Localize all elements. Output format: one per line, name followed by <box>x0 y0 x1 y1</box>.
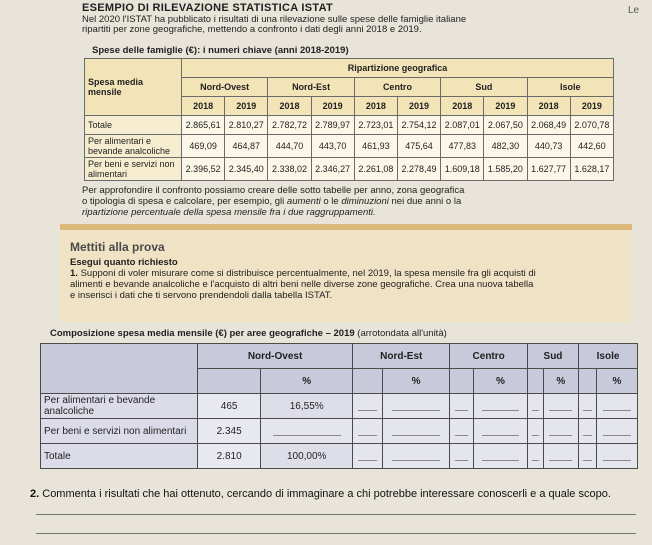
exercise-line-3: e inserisci i dati che ti servono prendendoli dalla tabella ISTAT. <box>70 290 333 301</box>
zone-header: Sud <box>441 78 527 97</box>
table-cell: 2.754,12 <box>397 116 440 135</box>
blank-cell[interactable] <box>579 419 597 444</box>
year-header: 2019 <box>311 97 354 116</box>
blank-cell[interactable] <box>353 419 383 444</box>
pct-col-header: % <box>597 369 638 394</box>
table-cell: 1.609,18 <box>441 158 484 181</box>
pct-cell: 16,55% <box>261 394 353 419</box>
table-cell: 469,09 <box>182 135 225 158</box>
paragraph-text: o tipologia di spesa e calcolare, per esempio, gli <box>82 196 287 207</box>
table-cell: 2.396,52 <box>182 158 225 181</box>
paragraph-line-1: Per approfondire il confronto possiamo creare delle sotto tabelle per anno, zona geografica <box>82 185 465 196</box>
blank-cell[interactable] <box>543 444 579 469</box>
question-2 <box>30 488 611 500</box>
table-cell: 444,70 <box>268 135 311 158</box>
table-cell: 2.070,78 <box>570 116 613 135</box>
table-row <box>85 135 614 158</box>
table-cell: 475,64 <box>397 135 440 158</box>
value-col-header <box>527 369 543 394</box>
row-header: Spesa media mensile <box>85 59 182 116</box>
paragraph-line-3: ripartizione percentuale della spesa mensile fra i due raggruppamenti. <box>82 207 376 218</box>
year-header: 2019 <box>397 97 440 116</box>
zone-header: Sud <box>527 344 578 369</box>
table-cell: 2.261,08 <box>354 158 397 181</box>
exercise-title: Mettiti alla prova <box>70 240 165 254</box>
zone-header: Centro <box>354 78 440 97</box>
row-label: Totale <box>85 116 182 135</box>
blank-cell[interactable] <box>543 419 579 444</box>
pct-col-header: % <box>382 369 450 394</box>
table-cell: 1.585,20 <box>484 158 527 181</box>
intro-text <box>82 15 582 35</box>
table2-title <box>50 328 447 339</box>
blank-cell[interactable] <box>382 444 450 469</box>
year-header: 2019 <box>484 97 527 116</box>
composition-table <box>40 343 638 469</box>
table-cell: 477,83 <box>441 135 484 158</box>
blank-cell[interactable] <box>597 419 638 444</box>
section-title: ESEMPIO DI RILEVAZIONE STATISTICA ISTAT <box>82 2 334 14</box>
value-col-header <box>579 369 597 394</box>
blank-cell[interactable] <box>261 419 353 444</box>
table-cell: 2.782,72 <box>268 116 311 135</box>
year-header: 2018 <box>354 97 397 116</box>
table2-title-bold: Composizione spesa media mensile (€) per aree geografiche – 2019 <box>50 328 355 339</box>
zone-header: Isole <box>579 344 638 369</box>
table-cell: 461,93 <box>354 135 397 158</box>
table-row <box>41 444 638 469</box>
paragraph-text: nei due anni o la <box>388 196 462 207</box>
table-cell: 482,30 <box>484 135 527 158</box>
table-cell: 2.865,61 <box>182 116 225 135</box>
blank-cell[interactable] <box>527 444 543 469</box>
table2-title-rest: (arrotondata all'unità) <box>354 328 447 339</box>
table-cell: 1.627,77 <box>527 158 570 181</box>
year-header: 2019 <box>570 97 613 116</box>
pct-col-header: % <box>261 369 353 394</box>
exercise-line-1 <box>70 268 630 279</box>
table-row <box>85 116 614 135</box>
paragraph-italic: diminuzioni <box>341 196 389 207</box>
paragraph-text: o le <box>320 196 342 207</box>
col-group-header: Ripartizione geografica <box>182 59 614 78</box>
pct-cell: 100,00% <box>261 444 353 469</box>
row-label: Per alimentari e bevande analcoliche <box>41 394 198 419</box>
blank-cell[interactable] <box>597 394 638 419</box>
table-cell: 2.346,27 <box>311 158 354 181</box>
table-row <box>41 394 638 419</box>
row-label: Per alimentari e bevande analcoliche <box>85 135 182 158</box>
year-header: 2018 <box>441 97 484 116</box>
blank-cell[interactable] <box>474 394 528 419</box>
table-cell: 464,87 <box>225 135 268 158</box>
blank-cell[interactable] <box>579 394 597 419</box>
table-cell: 440,73 <box>527 135 570 158</box>
corner-cell <box>41 344 198 394</box>
zone-header: Centro <box>450 344 528 369</box>
blank-cell[interactable] <box>474 419 528 444</box>
exercise-item-1 <box>70 268 630 301</box>
exercise-line-2: alimenti e bevande analcoliche e l'acquisto di altri beni nelle diverse zone geografiche. Crea una nuova tabella <box>70 279 534 290</box>
table-cell: 2.723,01 <box>354 116 397 135</box>
exercise-subtitle: Esegui quanto richiesto <box>70 257 178 268</box>
table-cell: 443,70 <box>311 135 354 158</box>
year-header: 2018 <box>268 97 311 116</box>
blank-cell[interactable] <box>353 394 383 419</box>
table-row <box>85 158 614 181</box>
value-cell: 2.345 <box>198 419 261 444</box>
table-cell: 2.067,50 <box>484 116 527 135</box>
istat-table <box>84 58 614 181</box>
table-cell: 2.278,49 <box>397 158 440 181</box>
year-header: 2018 <box>527 97 570 116</box>
blank-cell[interactable] <box>450 419 474 444</box>
explanation-paragraph <box>82 185 622 218</box>
table-cell: 2.087,01 <box>441 116 484 135</box>
row-label: Per beni e servizi non alimentari <box>41 419 198 444</box>
blank-cell[interactable] <box>579 444 597 469</box>
table-cell: 2.068,49 <box>527 116 570 135</box>
blank-cell[interactable] <box>543 394 579 419</box>
table-row <box>41 419 638 444</box>
item-number: 1. <box>70 268 78 279</box>
zone-header: Isole <box>527 78 614 97</box>
value-col-header <box>353 369 383 394</box>
answer-line[interactable] <box>36 533 636 534</box>
row-label: Totale <box>41 444 198 469</box>
year-header: 2019 <box>225 97 268 116</box>
value-col-header <box>198 369 261 394</box>
table-cell: 2.789,97 <box>311 116 354 135</box>
value-cell: 465 <box>198 394 261 419</box>
table1-title: Spese delle famiglie (€): i numeri chiave (anni 2018-2019) <box>92 45 349 56</box>
blank-cell[interactable] <box>353 444 383 469</box>
blank-cell[interactable] <box>450 444 474 469</box>
blank-cell[interactable] <box>382 394 450 419</box>
row-label: Per beni e servizi non alimentari <box>85 158 182 181</box>
zone-header: Nord-Est <box>353 344 450 369</box>
table-cell: 2.810,27 <box>225 116 268 135</box>
pct-col-header: % <box>474 369 528 394</box>
table-cell: 442,60 <box>570 135 613 158</box>
value-cell: 2.810 <box>198 444 261 469</box>
zone-header: Nord-Ovest <box>182 78 268 97</box>
blank-cell[interactable] <box>382 419 450 444</box>
blank-cell[interactable] <box>527 419 543 444</box>
table-cell: 2.345,40 <box>225 158 268 181</box>
table-cell: 2.338,02 <box>268 158 311 181</box>
value-col-header <box>450 369 474 394</box>
table-cell: 1.628,17 <box>570 158 613 181</box>
question-text: Commenta i risultati che hai ottenuto, cercando di immaginare a chi potrebbe interessare conoscerli e a quale scopo. <box>42 488 611 500</box>
corner-text: Le <box>628 5 640 16</box>
paragraph-line-2 <box>82 196 622 207</box>
year-header: 2018 <box>182 97 225 116</box>
zone-header: Nord-Ovest <box>198 344 353 369</box>
blank-cell[interactable] <box>527 394 543 419</box>
zone-header: Nord-Est <box>268 78 354 97</box>
blank-cell[interactable] <box>474 444 528 469</box>
intro-line-2: ripartiti per zone geografiche, mettendo a confronto i dati degli anni 2018 e 2019. <box>82 24 422 35</box>
blank-cell[interactable] <box>597 444 638 469</box>
pct-col-header: % <box>543 369 579 394</box>
question-number: 2. <box>30 488 40 500</box>
paragraph-italic: aumenti <box>286 196 321 207</box>
answer-line[interactable] <box>36 514 636 515</box>
intro-line-1: Nel 2020 l'ISTAT ha pubblicato i risultati di una rilevazione sulle spese delle famiglie italiane <box>82 14 467 25</box>
item-text: Supponi di voler misurare come si distribuisce percentualmente, nel 2019, la spesa mensile fra gli acquisti di <box>80 268 536 279</box>
blank-cell[interactable] <box>450 394 474 419</box>
